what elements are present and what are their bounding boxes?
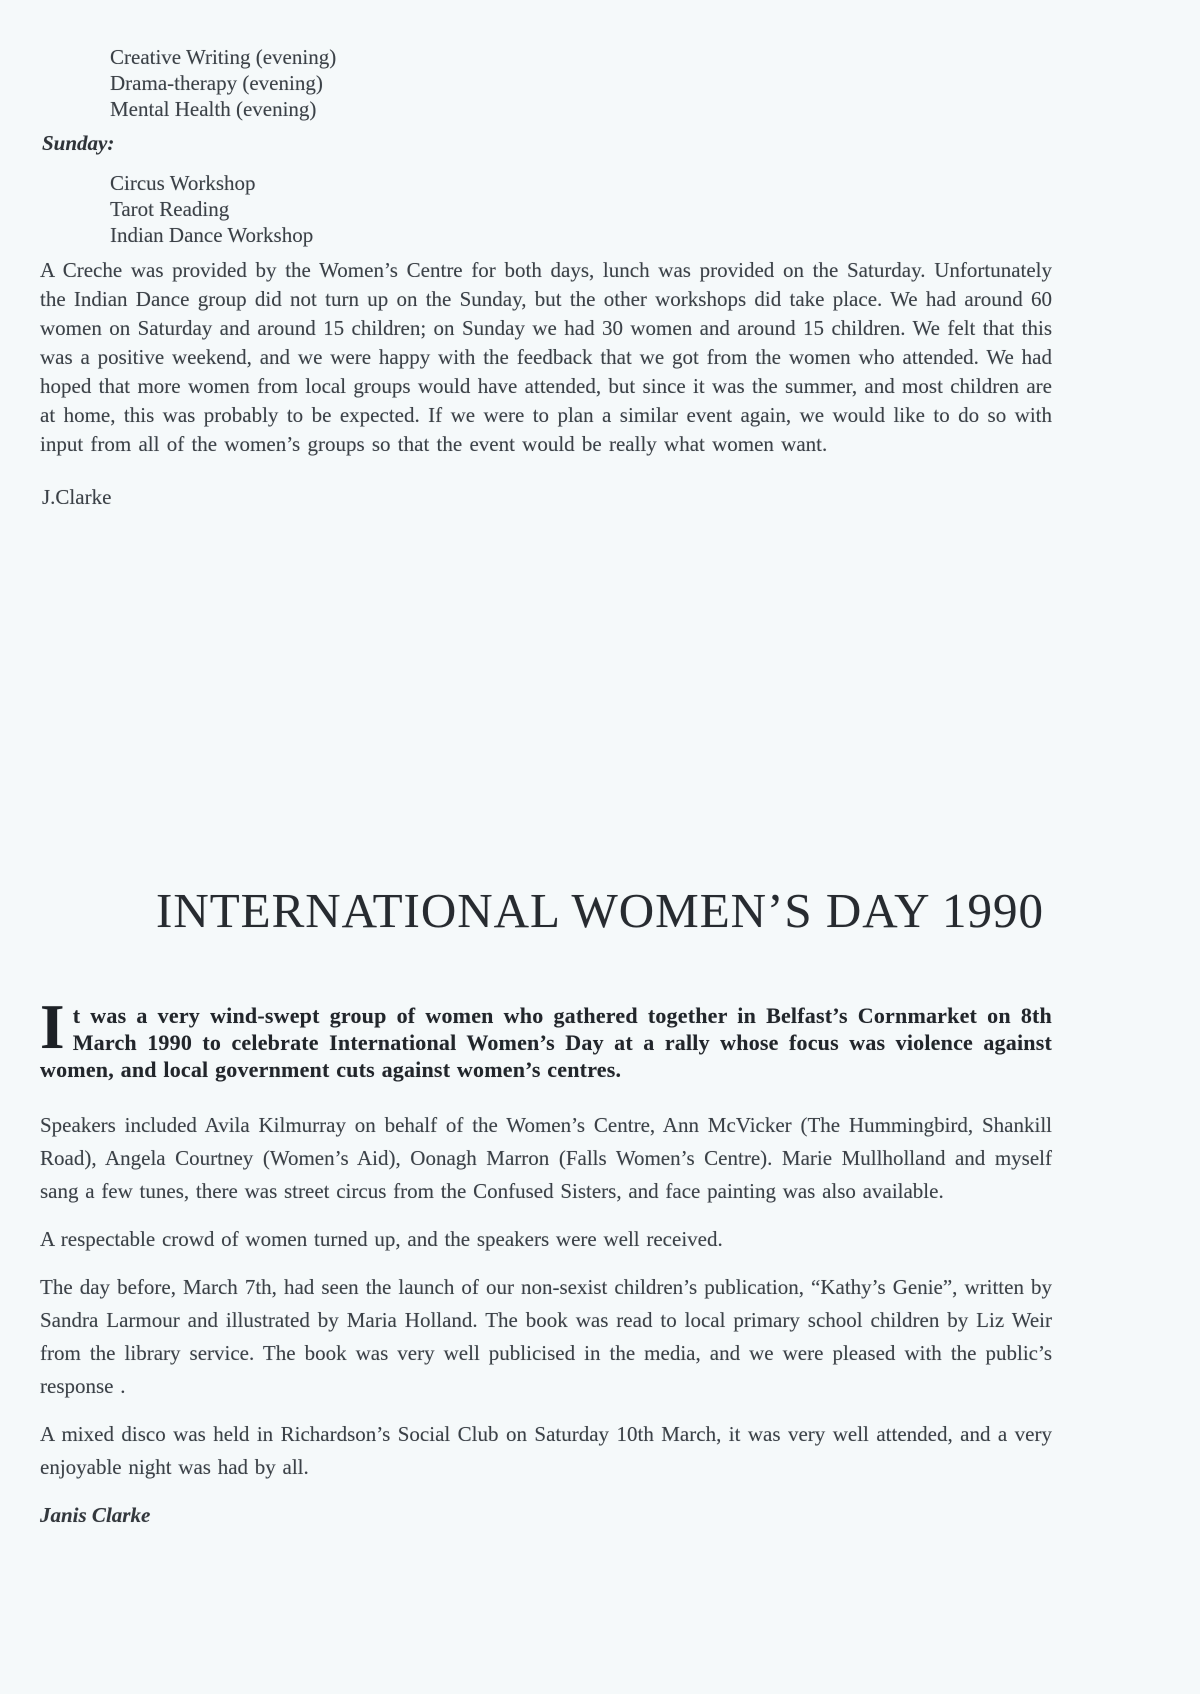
workshop-item: Circus Workshop bbox=[110, 171, 256, 195]
workshop-item: Drama-therapy (evening) bbox=[110, 71, 323, 95]
article-paragraph: The day before, March 7th, had seen the launch of our non-sexist children’s publication, “Kathy’s Genie”, written by Sandra Larmour and illustrated by Maria Holland. The book was read to local primary school children by Liz Weir from the library service. The book was very well publicised in the media, and we were pleased with the public’s response . bbox=[40, 1275, 1052, 1398]
sunday-workshop-list bbox=[110, 170, 1052, 248]
article-signature: Janis Clarke bbox=[40, 1503, 151, 1527]
workshop-item: Mental Health (evening) bbox=[110, 97, 317, 121]
report-signature: J.Clarke bbox=[42, 485, 112, 509]
weekend-report-section bbox=[40, 44, 1052, 510]
workshop-item: Indian Dance Workshop bbox=[110, 223, 314, 247]
article-title: INTERNATIONAL WOMEN’S DAY 1990 bbox=[156, 883, 1044, 938]
article-paragraph: A mixed disco was held in Richardson’s Social Club on Saturday 10th March, it was very well attended, and a very enjoyable night was had by all. bbox=[40, 1422, 1052, 1479]
workshop-item: Creative Writing (evening) bbox=[110, 45, 337, 69]
drop-cap: I bbox=[40, 992, 65, 1062]
day-heading-sunday: Sunday: bbox=[42, 131, 115, 155]
article-paragraph: Speakers included Avila Kilmurray on behalf of the Women’s Centre, Ann McVicker (The Hummingbird, Shankill Road), Angela Courtney (Women’s Aid), Oonagh Marron (Falls Women’s Centre). Marie Mullholland and myself sang a few tunes, there was street circus from the Confused Sisters, and face painting was also available. bbox=[40, 1113, 1052, 1203]
evening-workshop-list bbox=[110, 44, 1052, 122]
article-paragraph: A respectable crowd of women turned up, and the speakers were well received. bbox=[40, 1227, 723, 1251]
article-lead-paragraph bbox=[40, 992, 1052, 1083]
workshop-item: Tarot Reading bbox=[110, 197, 230, 221]
weekend-summary-paragraph: A Creche was provided by the Women’s Centre for both days, lunch was provided on the Saturday. Unfortunately the Indian Dance group did not turn up on the Sunday, but the other workshops did take place. We had around 60 women on Saturday and around 15 children; on Sunday we had 30 women and around 15 children. We felt that this was a positive weekend, and we were happy with the feedback that we got from the women who attended. We had hoped that more women from local groups would have attended, but since it was the summer, and most children are at home, this was probably to be expected. If we were to plan a similar event again, we would like to do so with input from all of the women’s groups so that the event would be really what women want. bbox=[40, 258, 1052, 456]
lead-text: t was a very wind-swept group of women who gathered together in Belfast’s Cornmarket on 8th March 1990 to celebrate International Women’s Day at a rally whose focus was violence against women, and local government cuts against women’s centres. bbox=[40, 1003, 1052, 1082]
article-body-section bbox=[40, 992, 1052, 1528]
